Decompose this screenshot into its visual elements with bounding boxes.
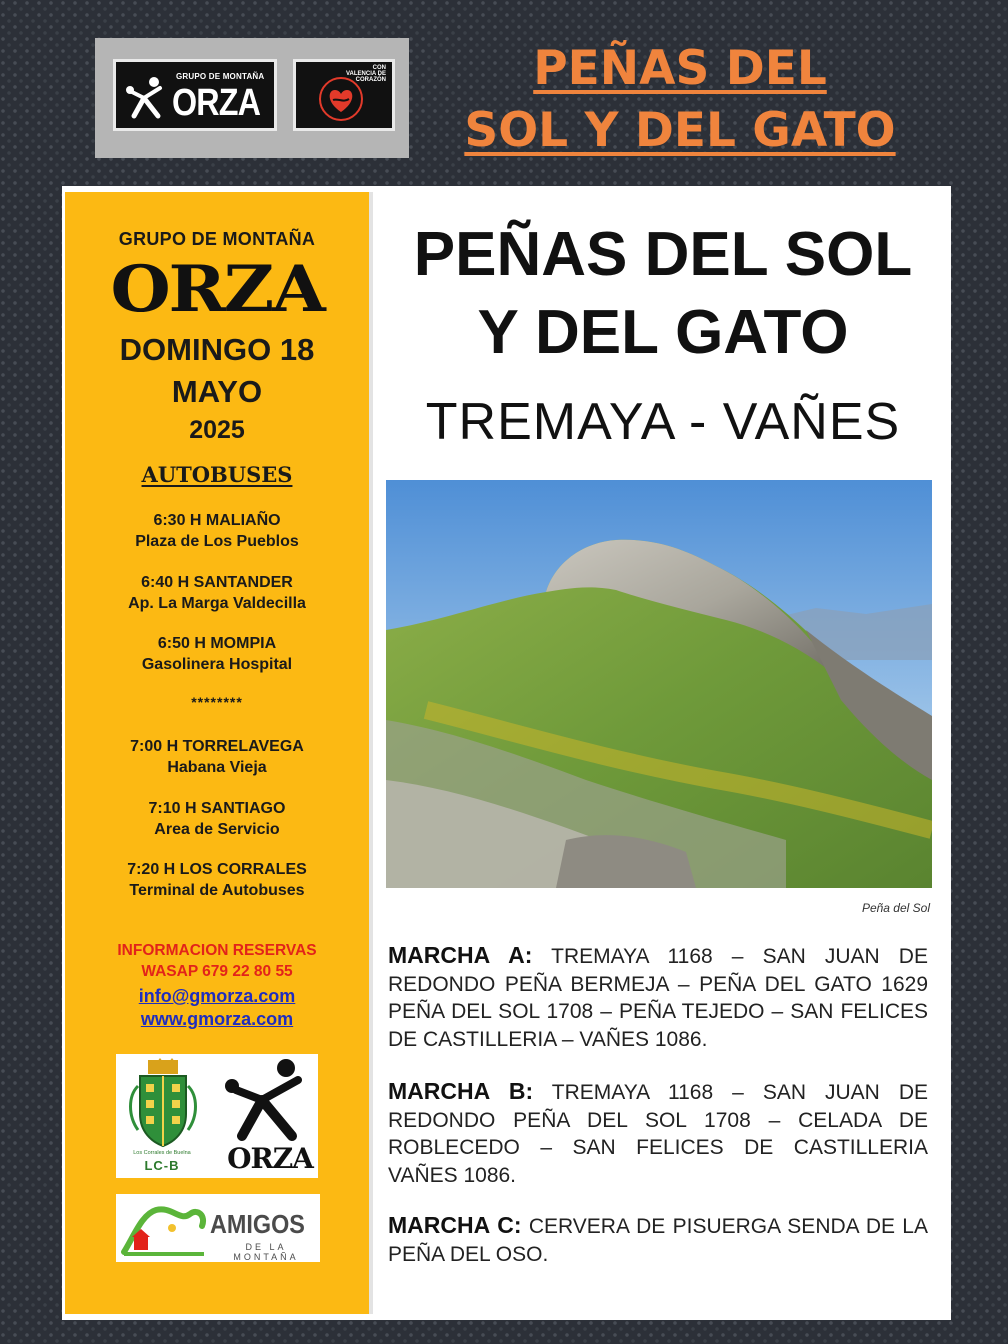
email-link[interactable]: info@gmorza.com (138, 986, 296, 1006)
marcha-label: MARCHA A: (388, 942, 533, 968)
bus-stop (65, 633, 369, 675)
bus-stop (65, 572, 369, 614)
date-line1: DOMINGO 18 (119, 332, 315, 367)
stops-separator: ******** (191, 694, 243, 710)
poster-sidebar (65, 192, 373, 1314)
bus-stop (65, 798, 369, 840)
bus-stop-time: 7:00 H TORRELAVEGA (130, 738, 304, 755)
marcha-c (388, 1212, 928, 1268)
poster-subtitle: TREMAYA - VAÑES (425, 393, 901, 451)
orza-logo-word: ORZA (227, 1142, 313, 1175)
reservations-info (65, 940, 369, 982)
photo-caption: Peña del Sol (861, 901, 930, 915)
orza-hiker-icon (220, 1058, 316, 1142)
amigos-title: AMIGOS (210, 1209, 305, 1239)
bus-stop-place: Terminal de Autobuses (129, 882, 305, 899)
amigos-montana-logo (116, 1194, 320, 1262)
header-logos (95, 38, 409, 158)
corrales-code: LC-B (144, 1158, 180, 1173)
page-title-line1: PEÑAS DEL (533, 41, 827, 96)
mountain-house-icon (120, 1196, 210, 1260)
marcha-route: CERVERA DE PISUERGA SENDA DE LA PEÑA DEL OSO. (388, 1215, 928, 1266)
bus-stop-time: 7:10 H SANTIAGO (148, 800, 286, 817)
sponsor-logos (116, 1054, 318, 1178)
bus-stop-place: Habana Vieja (167, 759, 267, 776)
valencia-corazon-logo (293, 59, 395, 131)
amigos-subtitle: DE LA MONTAÑA (233, 1242, 299, 1262)
bus-stop-place: Ap. La Marga Valdecilla (128, 595, 306, 612)
bus-stop-time: 6:40 H SANTANDER (141, 574, 293, 591)
whatsapp-number: WASAP 679 22 80 55 (141, 963, 293, 980)
mountain-photo (386, 480, 932, 888)
page-title-line2: SOL Y DEL GATO (464, 103, 896, 158)
event-poster (62, 186, 951, 1320)
date-line2: MAYO (171, 374, 263, 409)
orza-logo-subtitle: GRUPO DE MONTAÑA (176, 72, 265, 81)
buses-heading: AUTOBUSES (141, 462, 293, 487)
corrales-caption: Los Corrales de Buelna (133, 1150, 191, 1156)
bus-stop-place: Plaza de Los Pueblos (135, 533, 299, 550)
marcha-route: TREMAYA 1168 – SAN JUAN DE REDONDO PEÑA BERMEJA – PEÑA DEL GATO 1629 PEÑA DEL SOL 1708 – PEÑA TEJEDO – SAN FELICES DE CASTILLERIA – VAÑES 1086. (388, 945, 928, 1051)
reservations-heading: INFORMACION RESERVAS (117, 942, 317, 959)
club-name: ORZA (110, 252, 324, 327)
hiker-icon (124, 76, 168, 120)
group-label: GRUPO DE MONTAÑA (118, 229, 316, 249)
poster-title-line1: PEÑAS DEL SOL (413, 220, 913, 289)
bus-stop (65, 510, 369, 552)
marcha-route: TREMAYA 1168 – SAN JUAN DE REDONDO PEÑA DEL SOL 1708 – CELADA DE ROBLECEDO – SAN FELICES DE CASTILLERIA VAÑES 1086. (388, 1081, 928, 1187)
page-title (440, 38, 920, 162)
orza-logo (113, 59, 277, 131)
bus-stop-place: Area de Servicio (154, 821, 280, 838)
bus-stop-time: 6:30 H MALIAÑO (153, 512, 281, 529)
coat-of-arms-icon (118, 1056, 208, 1152)
marcha-a (388, 942, 928, 1053)
orza-logo-name: ORZA (172, 82, 261, 124)
marcha-b (388, 1078, 928, 1189)
poster-title (380, 216, 946, 372)
bus-stop (65, 859, 369, 901)
heart-icon (318, 76, 364, 122)
marcha-label: MARCHA C: (388, 1212, 522, 1238)
valencia-logo-text: CON VALENCIA DE CORAZÓN (345, 65, 386, 83)
date-year: 2025 (189, 416, 245, 444)
bus-stop-time: 6:50 H MOMPIA (157, 635, 277, 652)
poster-title-line2: Y DEL GATO (477, 298, 849, 367)
bus-stop-place: Gasolinera Hospital (141, 656, 293, 673)
marcha-label: MARCHA B: (388, 1078, 534, 1104)
bus-stop (65, 736, 369, 778)
bus-stop-time: 7:20 H LOS CORRALES (127, 861, 307, 878)
website-link[interactable]: www.gmorza.com (140, 1009, 294, 1029)
